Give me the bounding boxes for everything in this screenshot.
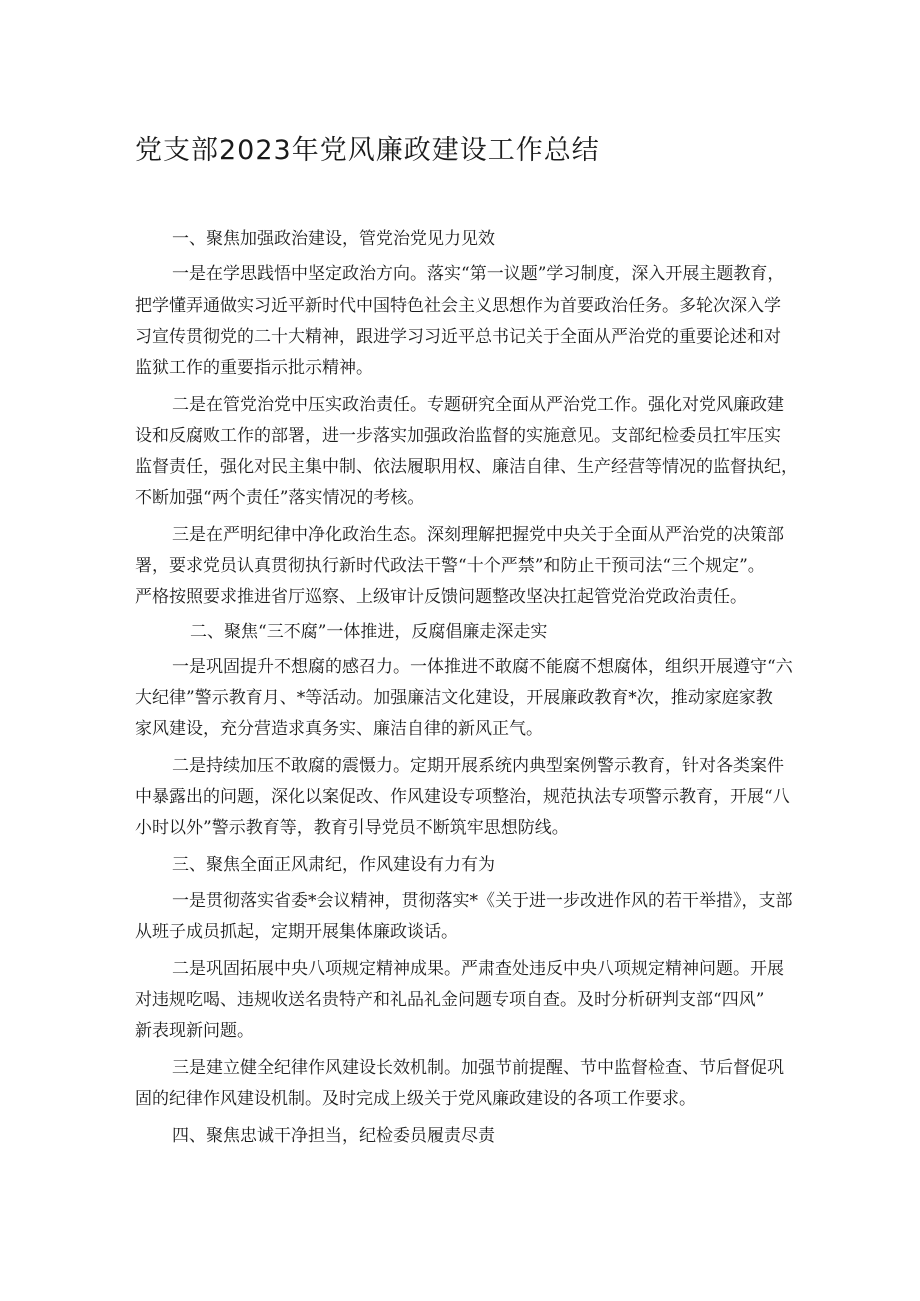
paragraph-line: 从班子成员抓起，定期开展集体廉政谈话。	[135, 922, 458, 942]
document-title: 党支部2023年党风廉政建设工作总结	[135, 135, 600, 166]
section-heading-1: 一、聚焦加强政治建设，管党治党见力见效	[172, 229, 495, 249]
paragraph-line: 一是在学思践悟中坚定政治方向。落实“第一议题”学习制度，深入开展主题教育，	[172, 264, 785, 284]
paragraph-line: 大纪律”警示教育月、*等活动。加强廉洁文化建设，开展廉政教育*次，推动家庭家教	[135, 688, 773, 708]
section-heading-2: 二、聚焦“三不腐”一体推进，反腐倡廉走深走实	[190, 622, 548, 642]
paragraph-line: 二是持续加压不敢腐的震慑力。定期开展系统内典型案例警示教育，针对各类案件	[172, 756, 784, 776]
paragraph-line: 一是巩固提升不想腐的感召力。一体推进不敢腐不能腐不想腐体，组织开展遵守“六	[172, 657, 793, 677]
paragraph-line: 监狱工作的重要指示批示精神。	[135, 358, 373, 378]
paragraph-line: 对违规吃喝、违规收送名贵特产和礼品礼金问题专项自查。及时分析研判支部“四风”	[135, 990, 765, 1010]
paragraph-line: 固的纪律作风建设机制。及时完成上级关于党风廉政建设的各项工作要求。	[135, 1089, 696, 1109]
paragraph-line: 不断加强“两个责任”落实情况的考核。	[135, 488, 425, 508]
paragraph-line: 中暴露出的问题，深化以案促改、作风建设专项整治，规范执法专项警示教育，开展“八	[135, 787, 790, 807]
paragraph-line: 家风建设，充分营造求真务实、廉洁自律的新风正气。	[135, 719, 543, 739]
paragraph-line: 监督责任，强化对民主集中制、依法履职用权、廉洁自律、生产经营等情况的监督执纪，	[135, 457, 798, 477]
paragraph-line: 设和反腐败工作的部署，进一步落实加强政治监督的实施意见。支部纪检委员扛牢压实	[135, 426, 781, 446]
paragraph-line: 严格按照要求推进省厅巡察、上级审计反馈问题整改坚决扛起管党治党政治责任。	[135, 587, 747, 607]
paragraph-line: 小时以外”警示教育等，教育引导党员不断筑牢思想防线。	[135, 818, 569, 838]
paragraph-line: 三是在严明纪律中净化政治生态。深刻理解把握党中央关于全面从严治党的决策部	[172, 525, 784, 545]
paragraph-line: 习宣传贯彻党的二十大精神，跟进学习习近平总书记关于全面从严治党的重要论述和对	[135, 327, 781, 347]
section-heading-3: 三、聚焦全面正风肃纪，作风建设有力有为	[172, 855, 495, 875]
section-heading-4: 四、聚焦忠诚干净担当，纪检委员履责尽责	[172, 1126, 495, 1146]
paragraph-line: 署，要求党员认真贯彻执行新时代政法干警“十个严禁”和防止干预司法“三个规定”。	[135, 556, 765, 576]
paragraph-line: 二是巩固拓展中央八项规定精神成果。严肃查处违反中央八项规定精神问题。开展	[172, 959, 784, 979]
paragraph-line: 新表现新问题。	[135, 1021, 254, 1041]
paragraph-line: 三是建立健全纪律作风建设长效机制。加强节前提醒、节中监督检查、节后督促巩	[172, 1058, 784, 1078]
paragraph-line: 一是贯彻落实省委*会议精神，贯彻落实*《关于进一步改进作风的若干举措》，支部	[172, 891, 793, 911]
paragraph-line: 二是在管党治党中压实政治责任。专题研究全面从严治党工作。强化对党风廉政建	[172, 395, 784, 415]
paragraph-line: 把学懂弄通做实习近平新时代中国特色社会主义思想作为首要政治任务。多轮次深入学	[135, 296, 781, 316]
